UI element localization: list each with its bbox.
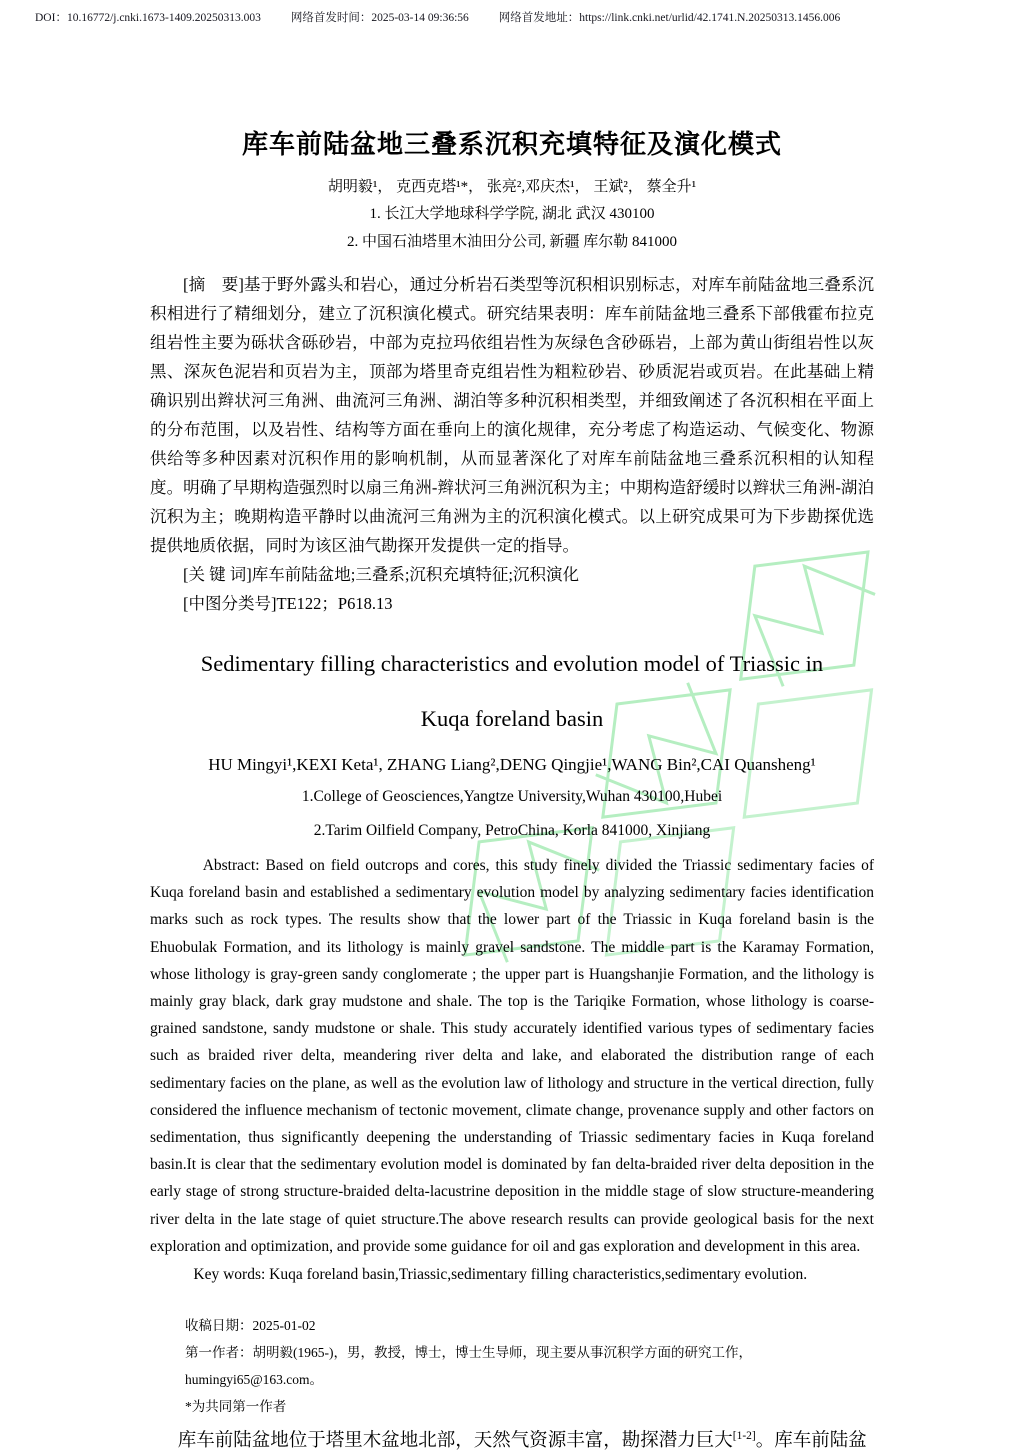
- clc-number: [中图分类号]TE122；P618.13: [183, 594, 393, 613]
- footnote-block: [185, 1312, 874, 1420]
- intro-text-before: 库车前陆盆地位于塔里木盆地北部，天然气资源丰富，勘探潜力巨大: [177, 1431, 733, 1452]
- authors-en: HU Mingyi¹,KEXI Keta¹, ZHANG Liang²,DENG Qingjie¹,WANG Bin²,CAI Quansheng¹: [208, 755, 816, 774]
- citation-ref: [1-2]: [732, 1430, 756, 1443]
- received-date: 收稿日期：2025-01-02: [185, 1318, 316, 1334]
- keywords-zh: [关 键 词]库车前陆盆地;三叠系;沉积充填特征;沉积演化: [183, 565, 579, 584]
- intro-paragraph: [150, 1426, 874, 1456]
- co-first-author-note: *为共同第一作者: [185, 1399, 287, 1415]
- keywords-en: Key words: Kuqa foreland basin,Triassic,sedimentary filling characteristics,sedimentary evolution.: [193, 1266, 808, 1284]
- affiliation-en-2: 2.Tarim Oilfield Company, PetroChina, Korla 841000, Xinjiang: [313, 822, 711, 839]
- article-title-en-line1: Sedimentary filling characteristics and evolution model of Triassic in: [200, 651, 824, 676]
- article-title-zh: 库车前陆盆地三叠系沉积充填特征及演化模式: [241, 129, 782, 159]
- article-page: [150, 0, 874, 1456]
- article-title-en: [150, 636, 874, 746]
- first-author-bio: 第一作者：胡明毅(1965-)，男，教授，博士，博士生导师，现主要从事沉积学方面的研究工作，humingyi65@163.com。: [185, 1345, 752, 1388]
- intro-text-after: 。库车前陆盆: [755, 1431, 867, 1452]
- abstract-en: Abstract: Based on field outcrops and cores, this study finely divided the Triassic sedimentary facies of Kuqa foreland basin and established a sedimentary evolution model by analyzing sedimentary facies identification marks such as rock types. The results show that the lower part of the Triassic in Kuqa foreland basin is the Ehuobulak Formation, and its lithology is mainly gravel sandstone. The middle part is the Karamay Formation, whose lithology is gray-green sandy conglomerate ; the upper part is Huangshanjie Formation, and the lithology is mainly gray black, dark gray mudstone and shale. The top is the Tariqike Formation, whose lithology is coarse-grained sandstone, sandy mudstone or shale. This study accurately identified various types of sedimentary facies such as braided river delta, meandering river delta and lake, and elaborated the distribution range of each sedimentary facies on the plane, as well as the evolution law of lithology and structure in the vertical direction, fully considered the influence mechanism of tectonic movement, climate change, provenance supply and other factors on sedimentation, thus significantly deepening the understanding of Triassic sedimentary facies in Kuqa foreland basin.It is clear that the sedimentary evolution model is dominated by fan delta-braided river delta deposition in the early stage of strong structure-braided delta-lacustrine deposition in the middle stage of slow structure-meandering river delta in the late stage of quiet structure.The above research results can provide geological basis for the next exploration and optimization, and provide some guidance for oil and gas exploration and development in this area.: [150, 857, 874, 1255]
- affiliation-en-1: 1.College of Geosciences,Yangtze University,Wuhan 430100,Hubei: [301, 788, 723, 805]
- article-title-en-line2: Kuqa foreland basin: [420, 706, 604, 731]
- authors-zh: 胡明毅¹， 克西克塔¹*， 张亮²,邓庆杰¹， 王斌²， 蔡全升¹: [327, 179, 697, 195]
- affiliation-zh-2: 2. 中国石油塔里木油田分公司, 新疆 库尔勒 841000: [346, 234, 677, 250]
- abstract-zh: [摘 要]基于野外露头和岩心，通过分析岩石类型等沉积相识别标志，对库车前陆盆地三叠系沉积相进行了精细划分，建立了沉积演化模式。研究结果表明：库车前陆盆地三叠系下部俄霍布拉克组岩性主要为砾状含砾砂岩，中部为克拉玛依组岩性为灰绿色含砂砾岩，上部为黄山街组岩性以灰黑、深灰色泥岩和页岩为主，顶部为塔里奇克组岩性为粗粒砂岩、砂质泥岩或页岩。在此基础上精确识别出辫状河三角洲、曲流河三角洲、湖泊等多种沉积相类型，并细致阐述了各沉积相在平面上的分布范围，以及岩性、结构等方面在垂向上的演化规律，充分考虑了构造运动、气候变化、物源供给等多种因素对沉积作用的影响机制，从而显著深化了对库车前陆盆地三叠系沉积相的认知程度。明确了早期构造强烈时以扇三角洲-辫状河三角洲沉积为主；中期构造舒缓时以辫状三角洲-湖泊沉积为主；晚期构造平静时以曲流河三角洲为主的沉积演化模式。以上研究成果可为下步勘探优选提供地质依据，同时为该区油气勘探开发提供一定的指导。: [150, 275, 874, 555]
- doi-label: DOI：10.16772/j.cnki.1673-1409.20250313.003: [35, 12, 261, 24]
- affiliation-zh-1: 1. 长江大学地球科学学院, 湖北 武汉 430100: [369, 206, 655, 222]
- online-publish-time: 网络首发时间：2025-03-14 09:36:56: [290, 12, 469, 24]
- online-publish-url: 网络首发地址：https://link.cnki.net/urlid/42.1741.N.20250313.1456.006: [498, 12, 841, 24]
